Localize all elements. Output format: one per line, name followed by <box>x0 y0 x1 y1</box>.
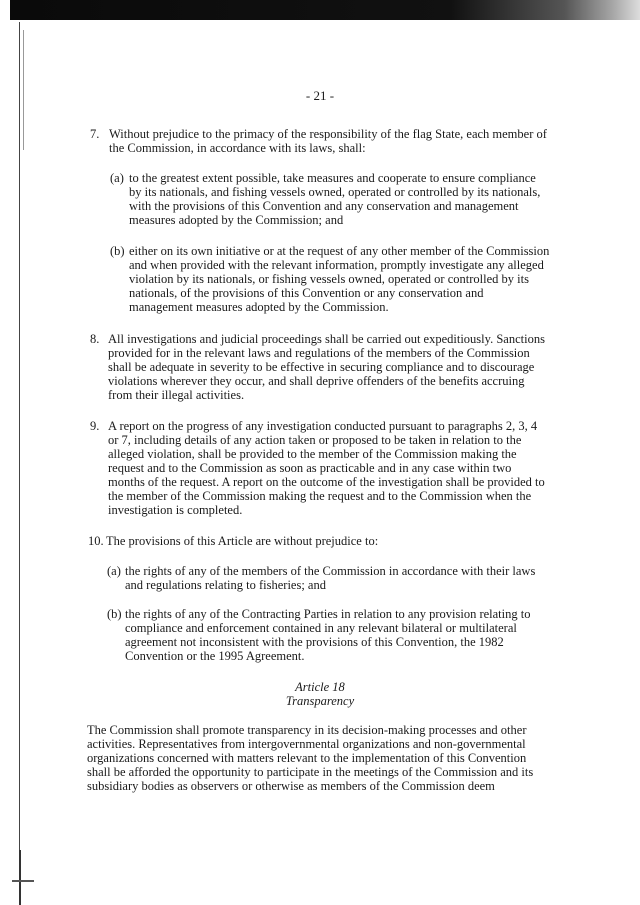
subparagraph-text: either on its own initiative or at the request of any other member of the Commission and when provided with the relevant information, promptly investigate any alleged violation by its nationals, or fishing vessels owned, operated or controlled by its nationals, of the provisions of this Convention or any conservation and management measures adopted by the Commission. <box>129 244 550 314</box>
closing-paragraph <box>87 723 549 793</box>
subparagraph-letter: (b) <box>107 607 122 621</box>
subparagraph-7b <box>110 244 550 314</box>
scan-corner-tick <box>12 880 34 882</box>
subparagraph-letter: (a) <box>107 564 121 578</box>
page-number: - 21 - <box>305 88 335 103</box>
article-title: Article 18 <box>295 680 345 694</box>
paragraph-7 <box>90 127 550 155</box>
paragraph-9 <box>90 419 548 517</box>
subparagraph-text: the rights of any of the members of the Commission in accordance with their laws and regulations relating to fisheries; and <box>125 564 536 592</box>
scan-corner-mark <box>19 850 21 905</box>
paragraph-number: 8. <box>90 332 100 346</box>
paragraph-text: A report on the progress of any investigation conducted pursuant to paragraphs 2, 3, 4 or 7, including details of any action taken or proposed to be taken in relation to the alleged violation, shall be provided to the member of the Commission making the request and to the Commission as soon as practicable and in any case within two months of the request. A report on the outcome of the investigation shall be provided to the member of the Commission making the request and to the Commission when the investigation is completed. <box>108 419 545 517</box>
paragraph-text: The provisions of this Article are without prejudice to: <box>106 534 379 548</box>
paragraph-number: 7. <box>90 127 100 141</box>
subparagraph-7a <box>110 171 550 227</box>
subparagraph-letter: (b) <box>110 244 125 258</box>
paragraph-8 <box>90 332 548 402</box>
paragraph-text: All investigations and judicial proceedings shall be carried out expeditiously. Sanctions provided for in the relevant laws and regulations of the members of the Commission shall be adequate in severity to be effective in securing compliance and to discourage violations wherever they occur, and shall deprive offenders of the benefits accruing from their illegal activities. <box>108 332 545 402</box>
paragraph-text: The Commission shall promote transparency in its decision-making processes and other activities. Representatives from intergovernmental organizations and non-governmental organizations concerned with matters relevant to the implementation of this Convention shall be afforded the opportunity to participate in the meetings of the Commission and its subsidiary bodies as observers or otherwise as members of the Commission deem <box>87 723 534 793</box>
subparagraph-text: the rights of any of the Contracting Parties in relation to any provision relating to compliance and enforcement contained in any relevant bilateral or multilateral agreement not inconsistent with the provisions of this Convention, the 1982 Convention or the 1995 Agreement. <box>125 607 531 663</box>
paragraph-text: Without prejudice to the primacy of the responsibility of the flag State, each member of the Commission, in accordance with its laws, shall: <box>109 127 547 155</box>
paragraph-number: 10. <box>88 534 104 548</box>
scan-top-edge <box>10 0 640 20</box>
subparagraph-letter: (a) <box>110 171 124 185</box>
scan-left-edge <box>19 22 20 882</box>
paragraph-number: 9. <box>90 419 100 433</box>
subparagraph-10b <box>107 607 550 663</box>
article-subtitle: Transparency <box>285 694 355 708</box>
paragraph-10 <box>88 534 548 548</box>
subparagraph-text: to the greatest extent possible, take measures and cooperate to ensure compliance by its nationals, and fishing vessels owned, operated or controlled by its nationals, with the provisions of this Convention and any conservation and management measures adopted by the Commission; and <box>129 171 541 227</box>
subparagraph-10a <box>107 564 550 592</box>
